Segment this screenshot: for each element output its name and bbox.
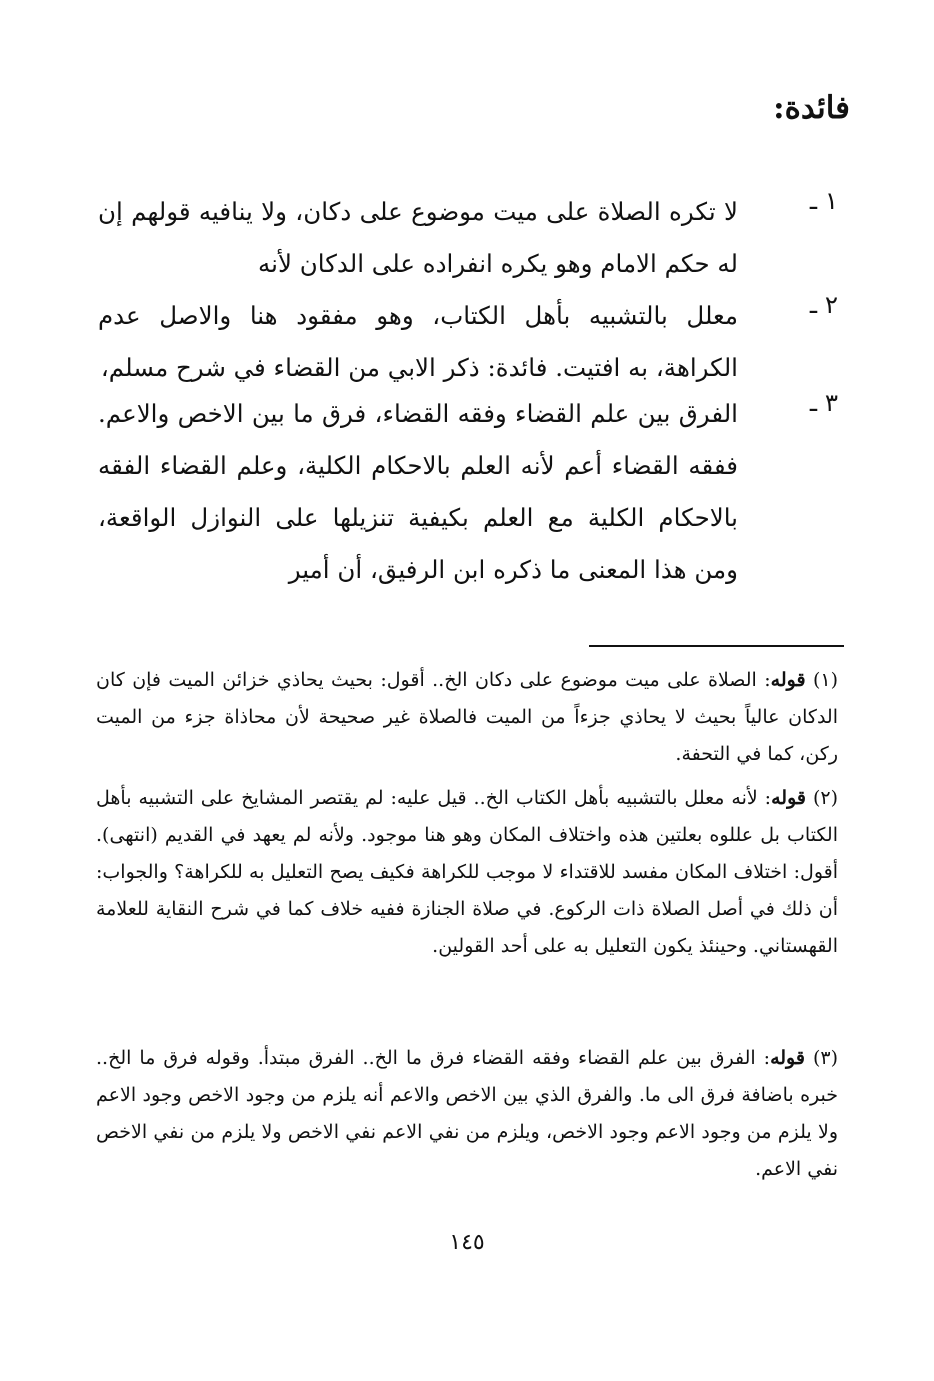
footnote-3 <box>96 1040 838 1188</box>
main-item-text: الفرق بين علم القضاء وفقه القضاء، فرق ما بين الاخص والاعم. ففقه القضاء أعم لأنه العلم بالاحكام الكلية، وعلم القضاء الفقه بالاحكام الكلية مع العلم بكيفية تنزيلها على النوازل الواقعة، ومن هذا المعنى ما ذكره ابن الرفيق، أن أمير <box>98 399 738 584</box>
footnote-number: (٢) <box>812 787 838 809</box>
footnote-label: قوله <box>771 787 806 809</box>
footnote-label: قوله <box>770 1047 805 1069</box>
main-item-number: ٣ ـ <box>809 388 838 417</box>
footnote-text: : الصلاة على ميت موضوع على دكان الخ.. أقول: بحيث يحاذي خزائن الميت فإن كان الدكان عالياً بحيث لا يحاذي جزءاً من الميت فالصلاة غير صحيحة لأن محاذاة جزء من الميت ركن، كما في التحفة. <box>96 669 838 765</box>
footnote-2 <box>96 780 838 965</box>
main-item-number: ٢ ـ <box>809 290 838 319</box>
main-item-number: ١ ـ <box>809 186 838 215</box>
main-item-text: لا تكره الصلاة على ميت موضوع على دكان، ولا ينافيه قولهم إن له حكم الامام وهو يكره انفراده على الدكان لأنه <box>98 197 739 278</box>
footnote-1 <box>96 662 838 773</box>
footnote-label: قوله <box>770 669 806 691</box>
main-item-1 <box>98 186 838 290</box>
footnote-number: (٣) <box>812 1047 838 1069</box>
main-item-2 <box>98 290 838 394</box>
main-item-text: معلل بالتشبيه بأهل الكتاب، وهو مفقود هنا والاصل عدم الكراهة، به افتيت. فائدة: ذكر الابي من القضاء في شرح مسلم، <box>98 301 738 382</box>
footnote-number: (١) <box>812 669 838 691</box>
main-item-3 <box>98 388 838 596</box>
footnote-text: : لأنه معلل بالتشبيه بأهل الكتاب الخ.. قيل عليه: لم يقتصر المشايخ على التشبيه بأهل الكتاب بل عللوه بعلتين هذه واختلاف المكان وهو هنا موجود. ولأنه لم يعهد في القديم (انتهى). أقول: اختلاف المكان مفسد للاقتداء لا موجب للكراهة فكيف يصح التعليل به للكراهة؟ والجواب: أن ذلك في أصل الصلاة ذات الركوع. في صلاة الجنازة ففيه خلاف كما في شرح النقاية للعلامة القهستاني. وحينئذ يكون التعليل به على أحد القولين. <box>96 787 838 957</box>
page-number: ١٤٥ <box>449 1230 485 1255</box>
footnote-text: : الفرق بين علم القضاء وفقه القضاء فرق ما الخ.. الفرق مبتدأ. وقوله فرق ما الخ.. خبره باضافة فرق الى ما. والفرق الذي بين الاخص والاعم أنه يلزم من وجود الاخص وجود الاعم ولا يلزم من وجود الاعم وجود الاخص، ويلزم من نفي الاعم نفي الاخص ولا يلزم من نفي الاخص نفي الاعم. <box>96 1047 838 1180</box>
section-heading: فائدة: <box>773 90 850 126</box>
footnote-divider <box>589 645 844 647</box>
